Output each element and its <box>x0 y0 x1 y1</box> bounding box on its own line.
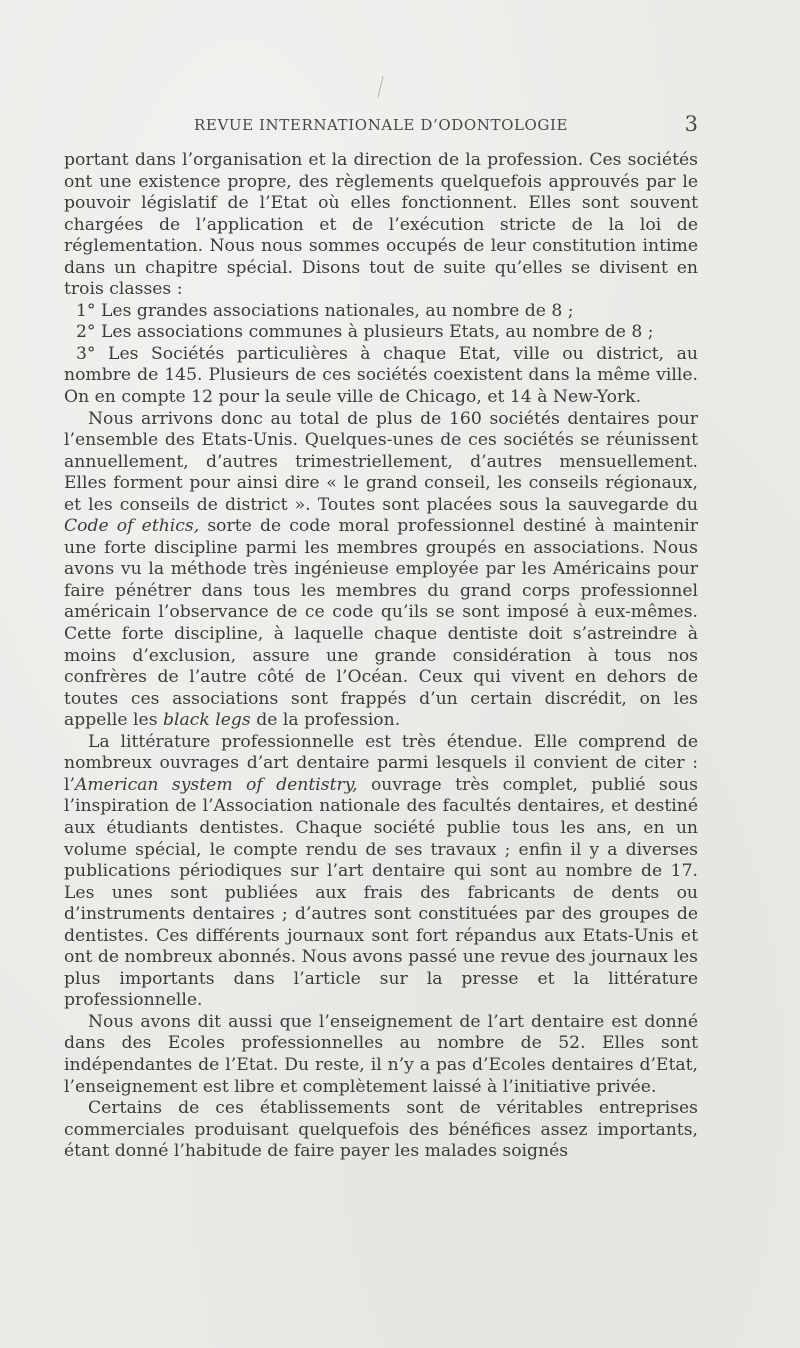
pencil-mark <box>377 76 383 98</box>
paragraph-2 <box>64 409 698 732</box>
paragraph-2-part-b: sorte de code moral professionnel destiné à maintenir une forte discipline parmi les membres groupés en associations. Nous avons vu la méthode très ingénieuse employée par les Américains pour faire pénétrer dans tous les membres du grand corps professionnel américain l’observance de ce code qu’ils se sont imposé à eux-mêmes. Cette forte discipline, à laquelle chaque dentiste doit s’astreindre à moins d’exclusion, assure une grande considération à tous nos confrères de l’autre côté de l’Océan. Ceux qui vivent en dehors de toutes ces associations sont frappés d’un certain discrédit, on les appelle les <box>64 516 698 731</box>
paragraph-3 <box>64 732 698 1012</box>
list-item-1: 1° Les grandes associations nationales, au nombre de 8 ; <box>76 300 574 321</box>
page-header <box>64 112 698 140</box>
body-text <box>64 150 698 1163</box>
black-legs: black legs <box>163 710 251 731</box>
list-item-2: 2° Les associations communes à plusieurs Etats, au nombre de 8 ; <box>76 322 654 343</box>
book-title: American system of dentistry, <box>74 774 358 795</box>
code-of-ethics: Code of ethics, <box>64 516 200 537</box>
paragraph-3-part-a: La littérature professionnelle est très étendue. Elle comprend de nombreux ouvrages d’art dentaire parmi lesquels il convient de citer : l’ <box>64 731 698 795</box>
page-number: 3 <box>684 112 698 136</box>
paragraph-1: portant dans l’organisation et la direction de la profession. Ces sociétés ont une existence propre, des règlements quelquefois approuvés par le pouvoir législatif de l’Etat où elles fonctionnent. Elles sont souvent chargées de l’application et de l’exécution stricte de la loi de réglementation. Nous nous sommes occupés de leur constitution intime dans un chapitre spécial. Disons tout de suite qu’elles se divisent en trois classes : <box>64 150 698 300</box>
paragraph-2-part-c: de la profession. <box>250 710 401 731</box>
paragraph-4: Nous avons dit aussi que l’enseignement de l’art dentaire est donné dans des Ecoles professionnelles au nombre de 52. Elles sont indépendantes de l’Etat. Du reste, il n’y a pas d’Ecoles dentaires d’Etat, l’enseignement est libre et complètement laissé à l’initiative privée. <box>64 1011 698 1097</box>
paragraph-5: Certains de ces établissements sont de véritables entreprises commerciales produisant quelquefois des bénéfices assez importants, étant donné l’habitude de faire payer les malades soignés <box>64 1098 698 1162</box>
running-title: REVUE INTERNATIONALE D’ODONTOLOGIE <box>194 116 569 134</box>
paragraph-2-part-a: Nous arrivons donc au total de plus de 160 sociétés dentaires pour l’ensemble des Etats-Unis. Quelques-unes de ces sociétés se réunissent annuellement, d’autres trimestriellement, d’autres mensuellement. Elles forment pour ainsi dire « le grand conseil, les conseils régionaux, et les conseils de district ». Toutes sont placées sous la sauvegarde du <box>64 408 698 515</box>
paragraph-3-part-b: ouvrage très complet, publié sous l’inspiration de l’Association nationale des facultés dentaires, et destiné aux étudiants dentistes. Chaque société publie tous les ans, en un volume spécial, le compte rendu de ses travaux ; enfin il y a diverses publications périodiques sur l’art dentaire qui sont au nombre de 17. Les unes sont publiées aux frais des fabricants de dents ou d’instruments dentaires ; d’autres sont constituées par des groupes de dentistes. Ces différents journaux sont fort répandus aux Etats-Unis et ont de nombreux abonnés. Nous avons passé une revue des journaux les plus importants dans l’article sur la presse et la littérature professionnelle. <box>64 774 698 1011</box>
list-item-3: 3° Les Sociétés particulières à chaque Etat, ville ou district, au nombre de 145. Plusieurs de ces sociétés coexistent dans la même ville. On en compte 12 pour la seule ville de Chicago, et 14 à New-York. <box>64 343 698 408</box>
